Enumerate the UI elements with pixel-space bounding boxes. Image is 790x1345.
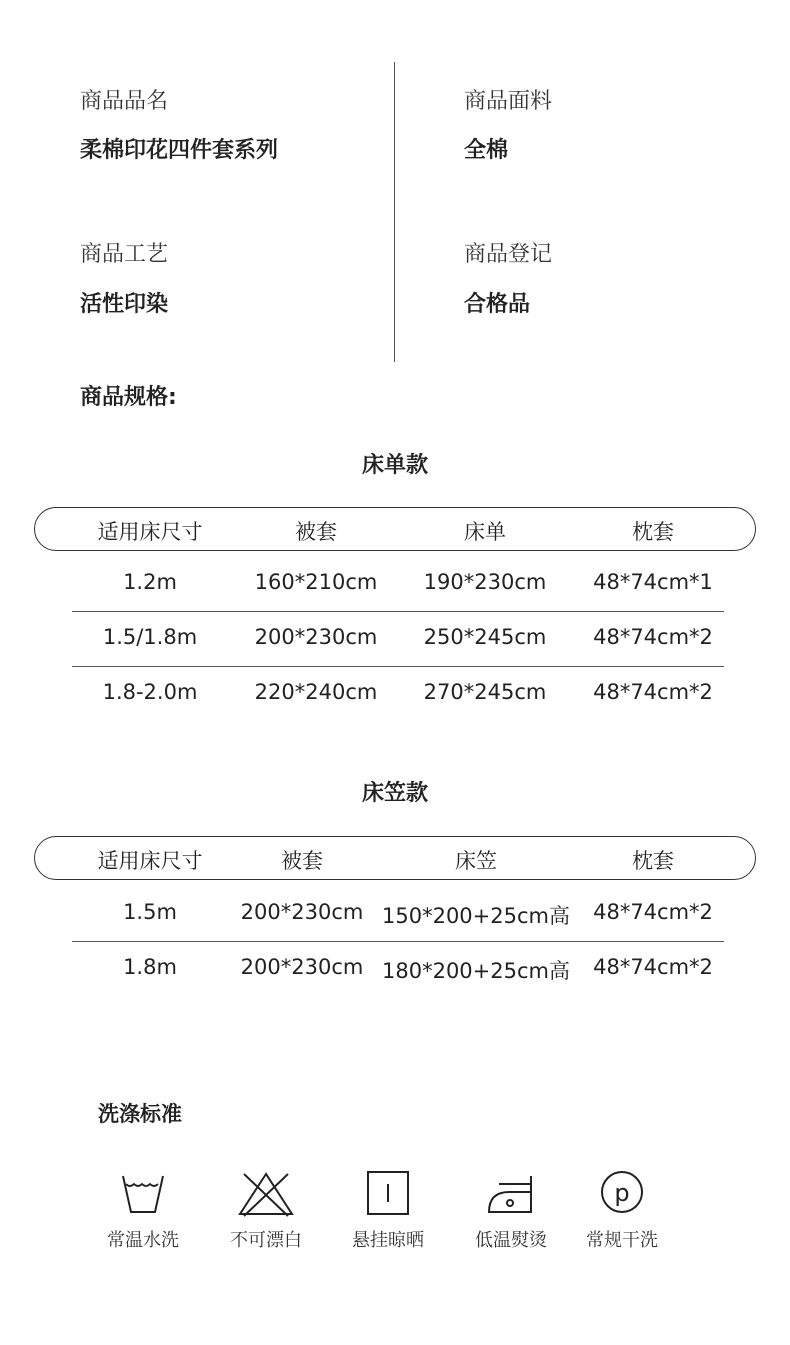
- fitted_table-row-divider: [72, 941, 724, 942]
- care-item-iron: [461, 1170, 561, 1252]
- fitted_table-cell-r1-pillow: 48*74cm*2: [593, 955, 713, 979]
- sheet_table-cell-r1-pillow: 48*74cm*2: [593, 625, 713, 649]
- svg-text:p: p: [614, 1179, 630, 1207]
- info-divider: [394, 62, 395, 362]
- sheet_table-cell-r1-size: 1.5/1.8m: [102, 625, 198, 649]
- care-item-hang: [338, 1170, 438, 1252]
- sheet_table-header-pillow: 枕套: [632, 520, 674, 544]
- fitted_table-cell-r1-duvet: 200*230cm: [240, 955, 364, 979]
- name-value: 柔棉印花四件套系列: [80, 138, 279, 163]
- no-bleach-icon: [234, 1170, 298, 1218]
- fitted_table-header-duvet: 被套: [281, 849, 323, 873]
- sheet_table-cell-r2-duvet: 220*240cm: [254, 680, 378, 704]
- register-value: 合格品: [464, 292, 531, 317]
- fitted_table-cell-r0-duvet: 200*230cm: [240, 900, 364, 924]
- sheet_table-row-divider: [72, 611, 724, 612]
- sheet_table-cell-r0-size: 1.2m: [123, 570, 177, 594]
- sheet_table-cell-r0-duvet: 160*210cm: [254, 570, 378, 594]
- fitted_table-header-pillow: 枕套: [632, 849, 674, 873]
- fitted_table-header-sheet: 床笠: [455, 849, 497, 873]
- sheet-table-title: 床单款: [361, 453, 428, 478]
- care-label-iron: 低温熨烫: [475, 1230, 547, 1251]
- fabric-label: 商品面料: [464, 89, 553, 114]
- sheet_table-cell-r0-pillow: 48*74cm*1: [593, 570, 713, 594]
- sheet_table-row-divider: [72, 666, 724, 667]
- wash-tub-icon: [111, 1170, 175, 1218]
- care-label-dryclean: 常规干洗: [586, 1230, 658, 1251]
- care-title: 洗涤标准: [98, 1102, 182, 1126]
- fabric-value: 全棉: [464, 138, 509, 163]
- fitted_table-cell-r0-sheet: 150*200+25cm高: [382, 904, 570, 928]
- care-item-bleach: [216, 1170, 316, 1252]
- sheet_table-cell-r2-size: 1.8-2.0m: [102, 680, 198, 704]
- fitted-table-title: 床笠款: [361, 781, 428, 806]
- fitted_table-cell-r1-sheet: 180*200+25cm高: [382, 959, 570, 983]
- fitted_table-header-size: 适用床尺寸: [97, 849, 203, 873]
- name-label: 商品品名: [80, 89, 169, 114]
- care-item-wash: [93, 1170, 193, 1252]
- sheet_table-cell-r2-pillow: 48*74cm*2: [593, 680, 713, 704]
- register-label: 商品登记: [464, 242, 553, 267]
- fitted_table-cell-r0-size: 1.5m: [123, 900, 177, 924]
- sheet_table-header-duvet: 被套: [295, 520, 337, 544]
- sheet_table-cell-r2-sheet: 270*245cm: [423, 680, 547, 704]
- craft-value: 活性印染: [80, 292, 169, 317]
- care-label-hang: 悬挂晾晒: [352, 1230, 424, 1251]
- spec-title: 商品规格:: [80, 385, 177, 410]
- fitted_table-cell-r1-size: 1.8m: [123, 955, 177, 979]
- sheet_table-header-sheet: 床单: [464, 520, 506, 544]
- dry-clean-p-icon: [590, 1170, 654, 1218]
- sheet_table-cell-r1-duvet: 200*230cm: [254, 625, 378, 649]
- craft-label: 商品工艺: [80, 242, 169, 267]
- sheet_table-cell-r1-sheet: 250*245cm: [423, 625, 547, 649]
- care-label-bleach: 不可漂白: [230, 1230, 302, 1251]
- sheet_table-cell-r0-sheet: 190*230cm: [423, 570, 547, 594]
- care-label-wash: 常温水洗: [107, 1230, 179, 1251]
- care-item-dryclean: [572, 1170, 672, 1252]
- low-iron-icon: [479, 1170, 543, 1218]
- hang-dry-icon: [356, 1170, 420, 1218]
- sheet_table-header-size: 适用床尺寸: [97, 520, 203, 544]
- fitted_table-cell-r0-pillow: 48*74cm*2: [593, 900, 713, 924]
